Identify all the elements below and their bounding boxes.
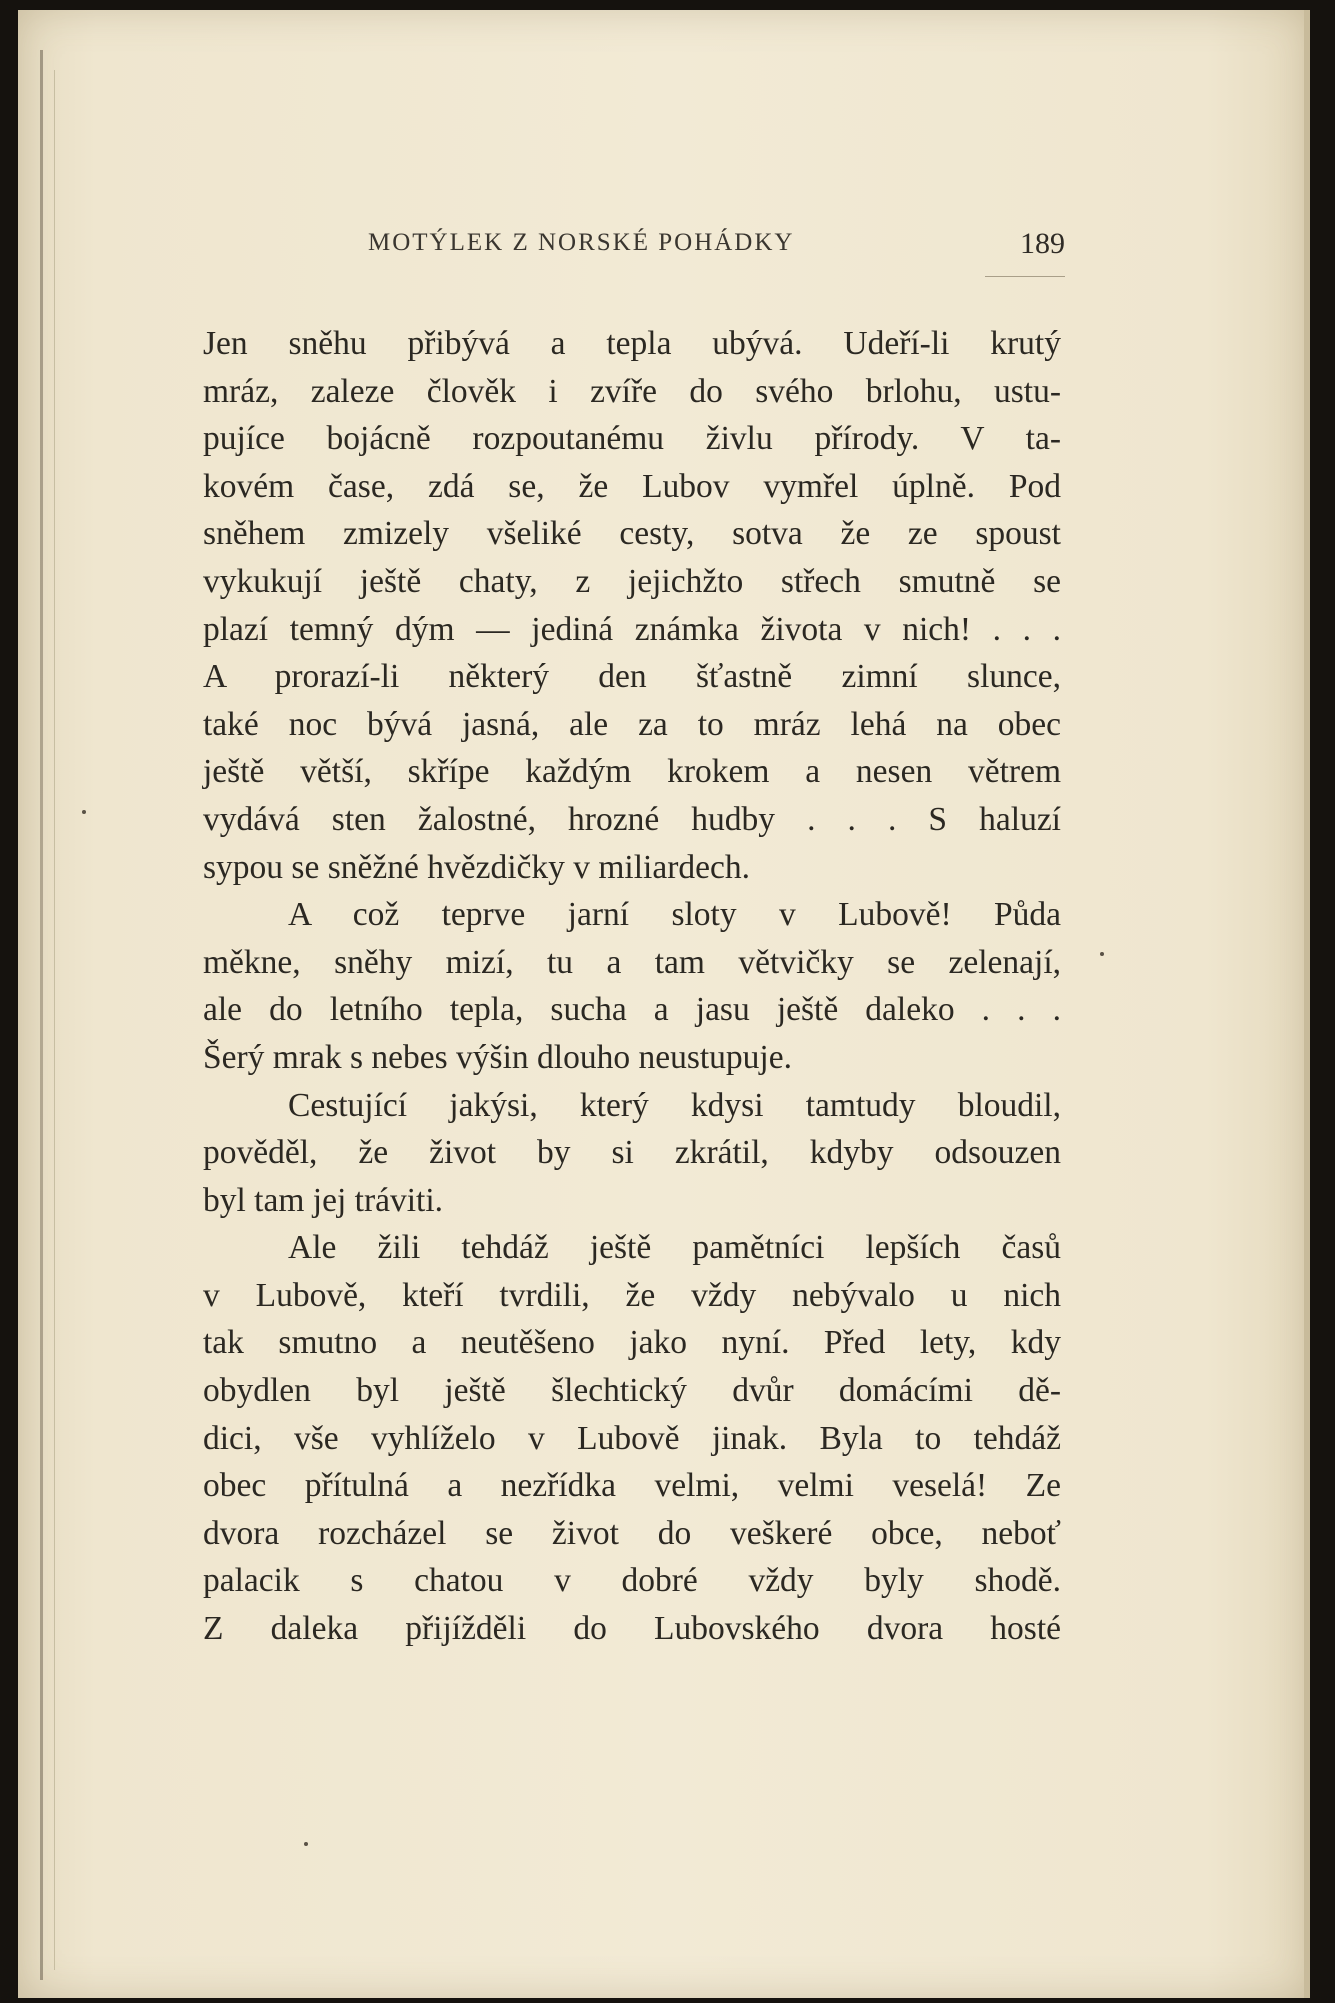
text-line: sypou se sněžné hvězdičky v miliardech. <box>203 848 750 886</box>
text-line: Z daleka přijížděli do Lubovského dvora hosté <box>203 1610 1061 1648</box>
text-line: pujíce bojácně rozpoutanému živlu přírody. V ta- <box>203 420 1061 458</box>
running-head: MOTÝLEK Z NORSKÉ POHÁDKY <box>368 229 795 256</box>
text-line: měkne, sněhy mizí, tu a tam větvičky se zelenají, <box>203 943 1061 981</box>
paper-speck <box>1100 952 1104 956</box>
text-line: tak smutno a neutěšeno jako nyní. Před lety, kdy <box>203 1324 1061 1362</box>
text-line: pověděl, že život by si zkrátil, kdyby odsouzen <box>203 1134 1061 1172</box>
text-line: plazí temný dým — jediná známka života v nich! . . . <box>203 610 1061 648</box>
paper-speck <box>304 1842 308 1846</box>
text-line: ale do letního tepla, sucha a jasu ještě daleko . . . <box>203 991 1061 1029</box>
text-line: v Lubově, kteří tvrdili, že vždy nebývalo u nich <box>203 1276 1061 1314</box>
paper-speck <box>82 810 86 814</box>
text-line: mráz, zaleze člověk i zvíře do svého brlohu, ustu- <box>203 372 1061 410</box>
text-line: dici, vše vyhlíželo v Lubově jinak. Byla to tehdáž <box>203 1419 1061 1457</box>
page-edge <box>1304 10 1310 1998</box>
text-line: ještě větší, skřípe každým krokem a nesen větrem <box>203 753 1061 791</box>
text-line: vydává sten žalostné, hrozné hudby . . . S haluzí <box>203 800 1061 838</box>
page-header <box>340 229 1065 269</box>
text-line: vykukují ještě chaty, z jejichžto střech smutně se <box>203 562 1061 600</box>
text-line: obydlen byl ještě šlechtický dvůr domácími dě- <box>203 1372 1061 1410</box>
text-line: sněhem zmizely všeliké cesty, sotva že ze spoust <box>203 515 1061 553</box>
text-line: Jen sněhu přibývá a tepla ubývá. Udeří-li krutý <box>203 325 1061 362</box>
header-rule <box>985 276 1065 277</box>
text-line: dvora rozcházel se život do veškeré obce, neboť <box>203 1514 1061 1552</box>
paragraph-start: Ale žili tehdáž ještě pamětníci lepších časů <box>288 1229 1061 1267</box>
gutter-crease <box>54 70 55 1970</box>
paragraph-start: Cestující jakýsi, který kdysi tamtudy bloudil, <box>288 1086 1061 1124</box>
text-line: obec přítulná a nezřídka velmi, velmi veselá! Ze <box>203 1467 1061 1505</box>
text-line: Šerý mrak s nebes výšin dlouho neustupuje. <box>203 1038 792 1076</box>
text-line: A prorazí-li některý den šťastně zimní slunce, <box>203 658 1061 696</box>
paragraph-start: A což teprve jarní sloty v Lubově! Půda <box>288 896 1061 934</box>
text-line: také noc bývá jasná, ale za to mráz lehá na obec <box>203 705 1061 743</box>
text-line: byl tam jej tráviti. <box>203 1181 444 1219</box>
text-line: palacik s chatou v dobré vždy byly shodě. <box>203 1562 1061 1600</box>
page-number: 189 <box>1020 227 1065 260</box>
gutter-shadow <box>40 50 43 1980</box>
body-text <box>203 320 1061 1653</box>
text-line: kovém čase, zdá se, že Lubov vymřel úplně. Pod <box>203 467 1061 505</box>
